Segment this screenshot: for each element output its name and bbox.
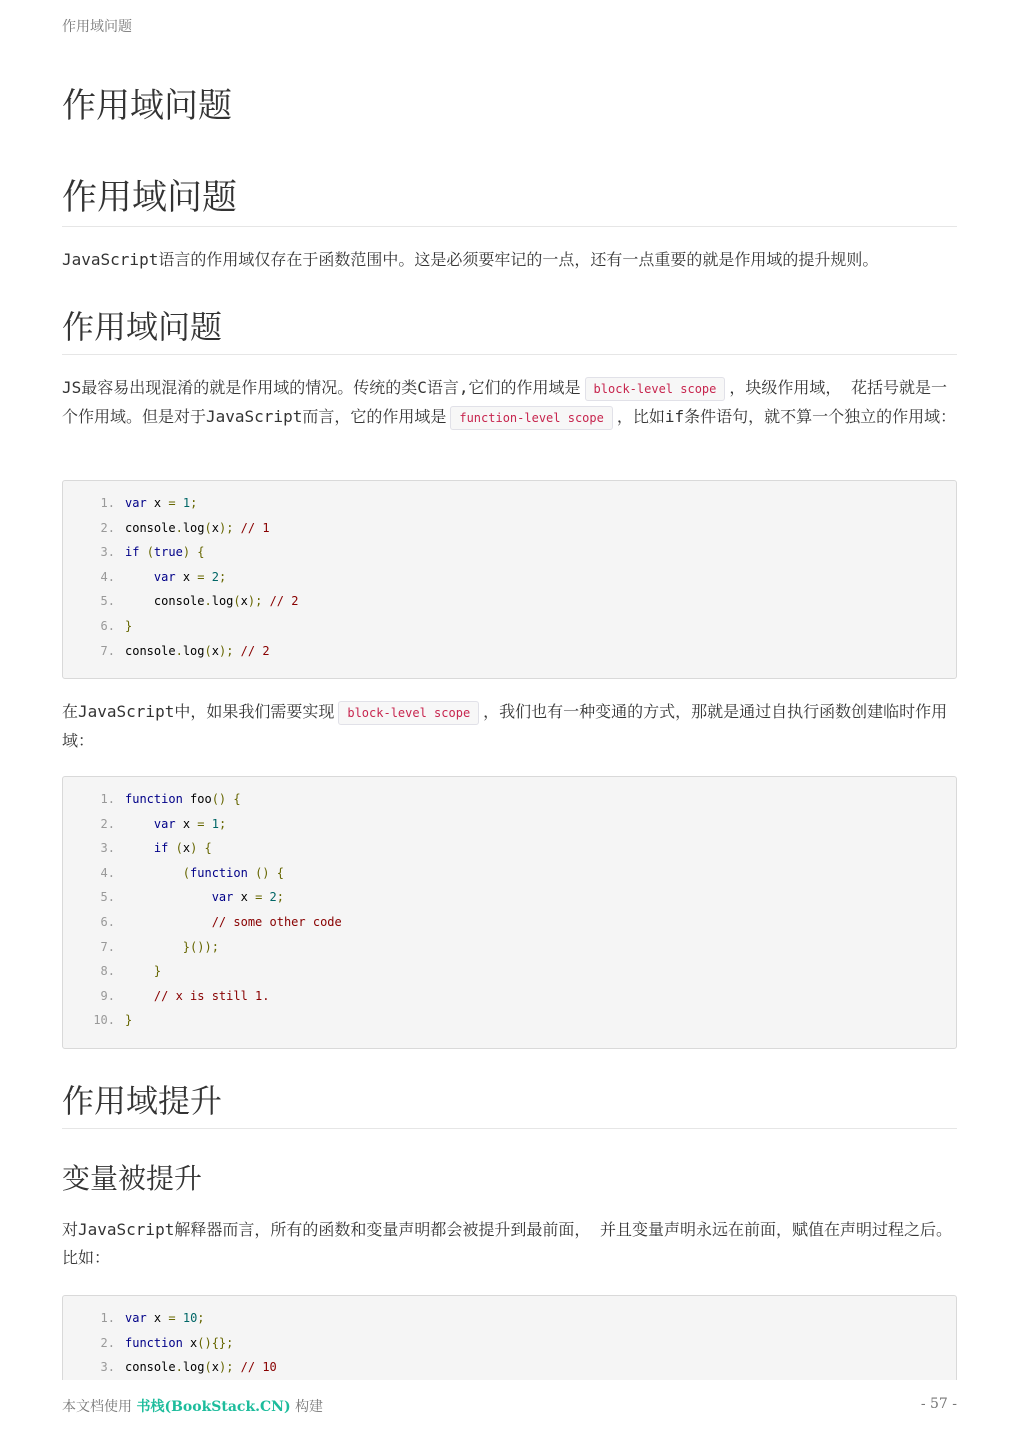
code-block: [62, 480, 957, 679]
code-text: (function () {: [182, 865, 284, 880]
line-number: 2.: [100, 1335, 115, 1350]
code-text: console.log(x); // 2: [125, 594, 299, 609]
line-number: 5.: [100, 594, 115, 609]
code-text: if (true) {: [125, 545, 205, 560]
running-header: 作用域问题: [62, 19, 132, 35]
subsection-heading-variable-hoisting: 变量被提升: [62, 1162, 203, 1195]
code-text: var x = 2;: [211, 890, 285, 905]
code-text: var x = 10;: [125, 1311, 205, 1325]
scope-paragraph: JS最容易出现混淆的就是作用域的情况。传统的类C语言,它们的作用域是 block-level scope ，块级作用域， 花括号就是一个作用域。但是对于JavaScript而言，它的作用域是 function-level scope ，比如if条件语句，就不算一个独立的作用域：: [62, 374, 957, 432]
line-number: 5.: [100, 890, 115, 905]
hoisting-paragraph: 对JavaScript解释器而言，所有的函数和变量声明都会被提升到最前面， 并且变量声明永远在前面，赋值在声明过程之后。比如：: [62, 1220, 952, 1267]
code-line: [63, 1008, 956, 1033]
code-line: [63, 589, 956, 614]
line-number: 3.: [100, 1360, 115, 1375]
code-text: function foo() {: [125, 792, 241, 806]
line-number: 7.: [100, 939, 115, 954]
code-line: [63, 836, 956, 861]
line-number: 1.: [100, 1311, 115, 1325]
heading-divider: [62, 354, 957, 355]
line-number: 4.: [100, 569, 115, 584]
code-text: var x = 1;: [153, 816, 227, 831]
heading-divider: [62, 1128, 957, 1129]
code-line: [63, 639, 956, 664]
chapter-title: 作用域问题: [62, 178, 238, 218]
code-line: [63, 984, 956, 1009]
iife-paragraph: 在JavaScript中，如果我们需要实现 block-level scope ，我们也有一种变通的方式，那就是通过自执行函数创建临时作用域：: [62, 702, 948, 750]
line-number: 6.: [100, 618, 115, 633]
code-text: var x = 2;: [153, 569, 227, 584]
code-text: // x is still 1.: [153, 988, 270, 1003]
code-line: [63, 861, 956, 886]
inline-code: block-level scope: [338, 701, 479, 725]
line-number: 4.: [100, 865, 115, 880]
code-line: [63, 565, 956, 590]
code-line: [63, 910, 956, 935]
line-number: 7.: [100, 643, 115, 658]
section-heading-hoisting: 作用域提升: [62, 1082, 223, 1120]
code-line: [63, 516, 956, 541]
code-line: [63, 614, 956, 639]
code-text: }());: [182, 939, 219, 954]
code-text: }: [125, 618, 133, 633]
line-number: 3.: [100, 545, 115, 560]
page-number: - 57 -: [920, 1396, 957, 1412]
line-number: 1.: [100, 496, 115, 510]
line-number: 8.: [100, 964, 115, 979]
code-block: [62, 776, 957, 1049]
code-text: console.log(x); // 2: [125, 643, 270, 658]
heading-divider: [62, 226, 957, 227]
code-text: }: [153, 964, 162, 979]
line-number: 10.: [93, 1013, 115, 1028]
inline-code: block-level scope: [585, 377, 726, 401]
page-title: 作用域问题: [62, 86, 232, 126]
footer-credit: 本文档使用 书栈(BookStack.CN) 构建: [62, 1399, 324, 1415]
code-text: console.log(x); // 10: [125, 1360, 277, 1375]
intro-paragraph: JavaScript语言的作用域仅存在于函数范围中。这是必须要牢记的一点，还有一点重要的就是作用域的提升规则。: [62, 250, 879, 269]
code-line: [63, 885, 956, 910]
code-text: function x(){};: [125, 1335, 234, 1350]
line-number: 6.: [100, 914, 115, 929]
line-number: 2.: [100, 816, 115, 831]
code-line: [63, 812, 956, 837]
code-line: [63, 959, 956, 984]
line-number: 9.: [100, 988, 115, 1003]
code-line: [63, 540, 956, 565]
code-text: if (x) {: [153, 841, 212, 856]
code-text: // some other code: [211, 914, 342, 929]
code-text: console.log(x); // 1: [125, 520, 270, 535]
code-text: }: [125, 1013, 133, 1028]
code-text: var x = 1;: [125, 496, 198, 510]
code-line: [63, 935, 956, 960]
code-line: [63, 1355, 956, 1380]
bookstack-link[interactable]: 书栈(BookStack.CN): [136, 1399, 291, 1415]
inline-code: function-level scope: [450, 406, 613, 430]
line-number: 1.: [100, 792, 115, 806]
line-number: 2.: [100, 520, 115, 535]
section-heading-scope: 作用域问题: [62, 308, 223, 346]
code-line: [63, 787, 956, 812]
code-line: [63, 491, 956, 516]
line-number: 3.: [100, 841, 115, 856]
code-line: [63, 1331, 956, 1356]
code-line: [63, 1306, 956, 1331]
